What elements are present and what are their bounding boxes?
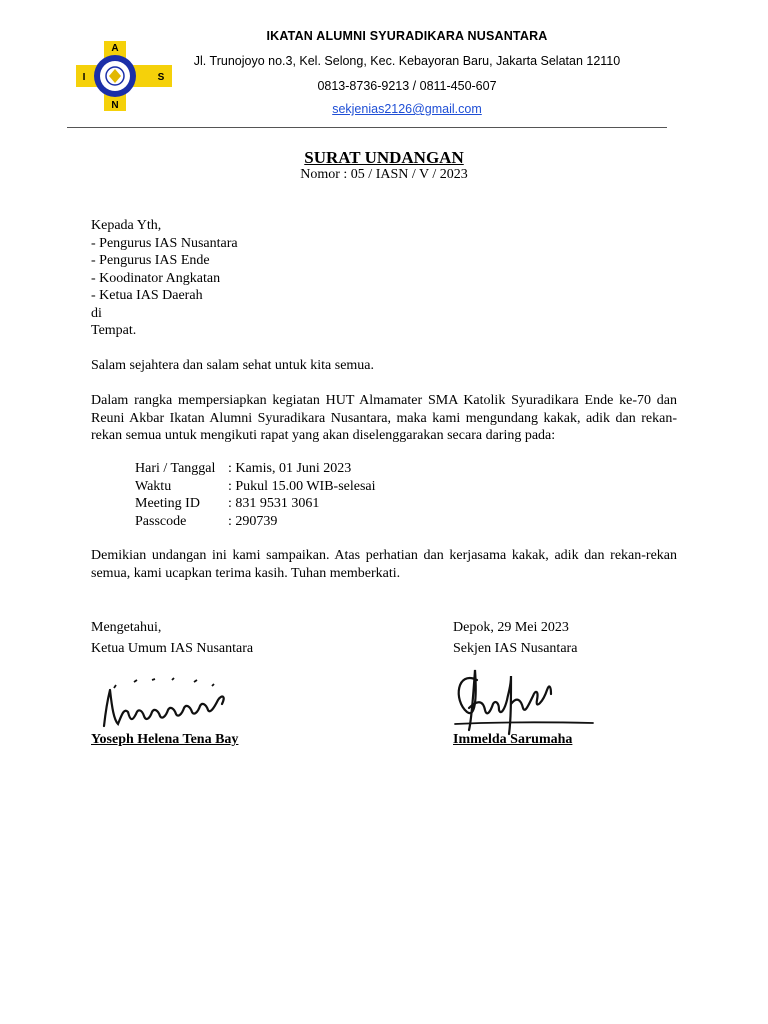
- detail-label: Hari / Tanggal: [135, 461, 216, 476]
- letter-number: Nomor : 05 / IASN / V / 2023: [300, 167, 468, 182]
- signature-right-place-date: Depok, 29 Mei 2023: [453, 620, 569, 635]
- signature-left-role: Ketua Umum IAS Nusantara: [91, 641, 254, 656]
- logo-letter-left: I: [82, 72, 86, 83]
- recipient-block: [91, 217, 238, 340]
- organization-phone: 0813-8736-9213 / 0811-450-607: [317, 79, 497, 93]
- body-paragraph-invitation: Dalam rangka mempersiapkan kegiatan HUT Almamater SMA Katolik Syuradikara Ende ke-70 dan Reuni Akbar Ikatan Alumni Syuradikara Nusantara, maka kami mengundang kakak, adik dan rekan-rekan semua untuk mengikuti rapat yang akan diselenggarakan secara daring pada:: [91, 393, 677, 443]
- detail-row-passcode: [135, 513, 376, 531]
- signature-right-handwriting: [447, 660, 597, 738]
- detail-value: : Kamis, 01 Juni 2023: [228, 461, 352, 476]
- signature-right-role: Sekjen IAS Nusantara: [453, 641, 578, 656]
- signatory-right-name: Immelda Sarumaha: [453, 732, 573, 747]
- organization-email-link[interactable]: sekjenias2126@gmail.com: [332, 102, 482, 116]
- detail-label: Meeting ID: [135, 496, 200, 511]
- recipient-line: - Ketua IAS Daerah: [91, 288, 203, 303]
- recipient-line: Tempat.: [91, 323, 137, 338]
- greeting-line: Salam sejahtera dan salam sehat untuk kita semua.: [91, 358, 375, 373]
- organization-address: Jl. Trunojoyo no.3, Kel. Selong, Kec. Kebayoran Baru, Jakarta Selatan 12110: [193, 54, 621, 68]
- recipient-line: - Koodinator Angkatan: [91, 270, 221, 286]
- detail-row-time: [135, 478, 376, 496]
- detail-label: Waktu: [135, 478, 172, 494]
- recipient-line: - Pengurus IAS Nusantara: [91, 235, 238, 251]
- detail-row-meeting-id: [135, 495, 376, 513]
- letter-title: SURAT UNDANGAN: [304, 148, 464, 167]
- recipient-line: - Pengurus IAS Ende: [91, 253, 210, 268]
- detail-value: : 290739: [228, 513, 278, 529]
- signature-left-acknowledgement: Mengetahui,: [91, 620, 162, 635]
- meeting-details: [135, 460, 376, 530]
- logo-letter-top: A: [111, 43, 119, 54]
- signatory-left-name: Yoseph Helena Tena Bay: [91, 732, 239, 747]
- detail-value: : 831 9531 3061: [228, 496, 320, 511]
- letterhead-divider: [67, 127, 667, 128]
- logo-letter-bottom: N: [111, 100, 119, 111]
- detail-value: : Pukul 15.00 WIB-selesai: [228, 478, 376, 494]
- body-paragraph-closing: Demikian undangan ini kami sampaikan. Atas perhatian dan kerjasama kakak, adik dan rekan-rekan semua, kami ucapkan terima kasih. Tuhan memberkati.: [91, 548, 677, 581]
- organization-name: IKATAN ALUMNI SYURADIKARA NUSANTARA: [266, 29, 548, 43]
- detail-row-date: [135, 460, 376, 478]
- signature-left-handwriting: [94, 668, 244, 738]
- detail-label: Passcode: [135, 513, 187, 529]
- logo-letter-right: S: [157, 72, 165, 83]
- recipient-line: di: [91, 305, 102, 321]
- recipient-line: Kepada Yth,: [91, 218, 162, 233]
